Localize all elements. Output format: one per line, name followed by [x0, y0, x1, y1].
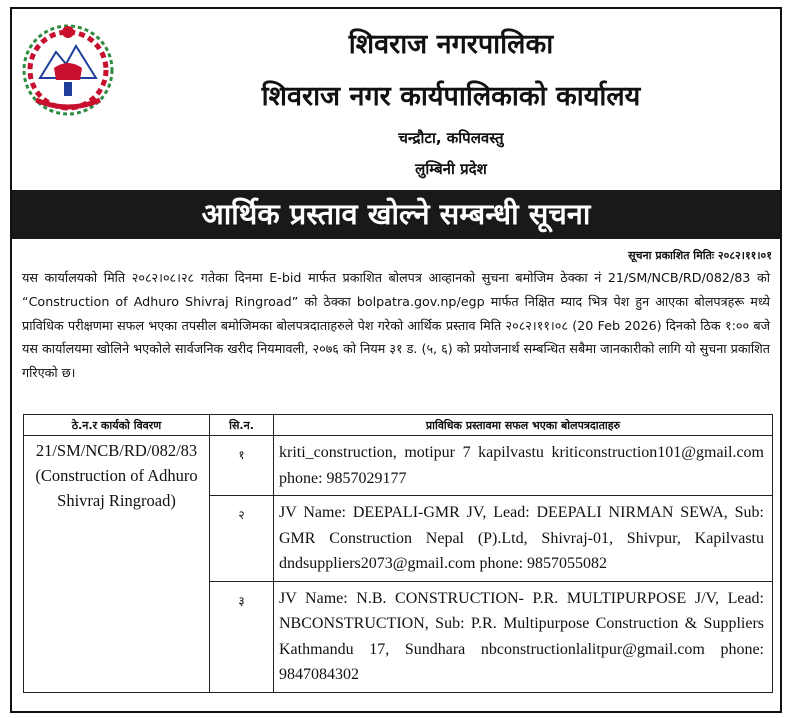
office-name: शिवराज नगर कार्यपालिकाको कार्यालय	[261, 81, 641, 112]
serial-number: ३	[210, 581, 274, 692]
bidders-table	[23, 414, 773, 693]
notice-title: आर्थिक प्रस्ताव खोल्ने सम्बन्धी सूचना	[12, 190, 780, 239]
serial-number: २	[210, 496, 274, 582]
table-row	[24, 436, 773, 496]
project-cell: 21/SM/NCB/RD/082/83 (Construction of Adhuro Shivraj Ringroad)	[24, 436, 210, 693]
province-name: लुम्बिनी प्रदेश	[415, 160, 487, 178]
header-serial: सि.न.	[210, 415, 274, 436]
bidder-details: JV Name: DEEPALI-GMR JV, Lead: DEEPALI NIRMAN SEWA, Sub: GMR Construction Nepal (P).Ltd, Shivraj-01, Shivpur, Kapilvastu dndsuppliers2073@gmail.com phone: 9857055082	[274, 496, 773, 582]
municipality-name: शिवराज नगरपालिका	[348, 29, 554, 60]
government-emblem-icon	[18, 18, 118, 118]
table-header-row	[24, 415, 773, 436]
notice-body: यस कार्यालयको मिति २०८२।०८।२८ गतेका दिनमा E-bid मार्फत प्रकाशित बोलपत्र आव्हानको सुचना बमोजिम ठेक्का नं 21/SM/NCB/RD/082/83 को “Construction of Adhuro Shivraj Ringroad” को ठेक्का bolpatra.gov.np/egp मार्फत निक्षित म्याद भित्र पेश हुन आएका बोलपत्रहरू मध्ये प्राविधिक परीक्षणमा सफल भएका तपसील बमोजिमका बोलपत्रदाताहरुले पेश गरेको आर्थिक प्रस्ताव मिति २०८२।११।०८ (20 Feb 2026) दिनको ठिक १:०० बजे यस कार्यालयमा खोलिने भएकोले सार्वजनिक खरीद नियमावली, २०७६ को नियम ३१ ड. (५, ६) को प्रयोजनार्थ सम्बन्धित सबैमा जानकारीको लागि यो सुचना प्रकाशित गरिएको छ।	[22, 270, 770, 381]
header-project: ठे.न.र कार्यको विवरण	[24, 415, 210, 436]
office-address: चन्द्रौटा, कपिलवस्तु	[398, 129, 504, 147]
header-bidders: प्राविधिक प्रस्तावमा सफल भएका बोलपत्रदाताहरु	[274, 415, 773, 436]
bidder-details: kriti_construction, motipur 7 kapilvastu kriticonstruction101@gmail.com phone: 9857029177	[274, 436, 773, 496]
serial-number: १	[210, 436, 274, 496]
published-date: सूचना प्रकाशित मितिः २०८२।११।०१	[628, 249, 772, 262]
bidder-details: JV Name: N.B. CONSTRUCTION- P.R. MULTIPURPOSE J/V, Lead: NBCONSTRUCTION, Sub: P.R. Multipurpose Construction & Suppliers Kathmandu 17, Sundhara nbconstructionlalitpur@gmail.com phone: 9847084302	[274, 581, 773, 692]
